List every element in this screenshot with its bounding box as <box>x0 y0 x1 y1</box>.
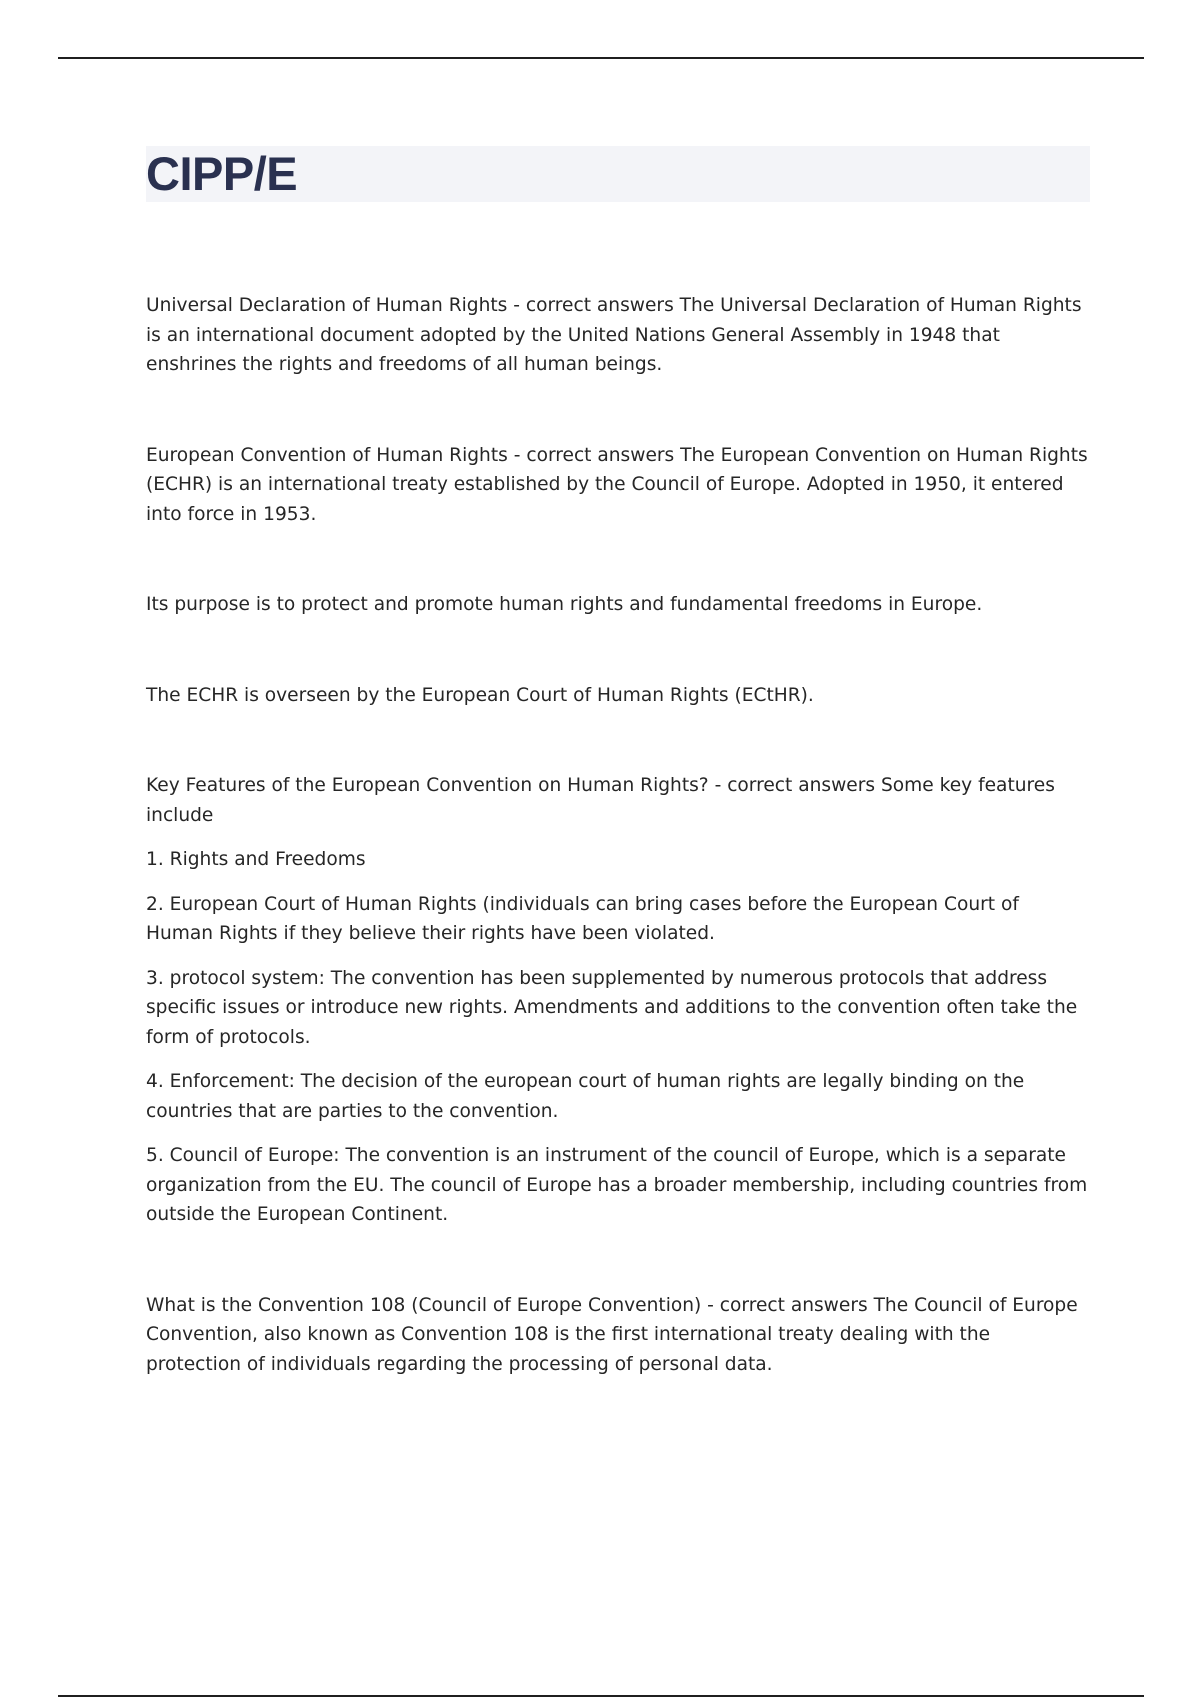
paragraph-udhr: Universal Declaration of Human Rights - correct answers The Universal Declaration of Human Rights is an international document adopted by the United Nations General Assembly in 1948 that enshrines the rights and freedoms of all human beings. <box>146 295 1082 375</box>
list-item-rights-freedoms: 1. Rights and Freedoms <box>146 849 366 870</box>
paragraph-echr: European Convention of Human Rights - correct answers The European Convention on Human Rights (ECHR) is an international treaty established by the Council of Europe. Adopted in 1950, it entered into force in 1953. <box>146 444 1088 525</box>
document-body <box>146 291 1090 1379</box>
document-title: CIPP/E <box>146 147 298 200</box>
paragraph-echr-oversight: The ECHR is overseen by the European Court of Human Rights (ECtHR). <box>146 684 814 706</box>
bottom-rule <box>58 1695 1144 1697</box>
paragraph-convention-108: What is the Convention 108 (Council of Europe Convention) - correct answers The Council of Europe Convention, also known as Convention 108 is the first international treaty dealing with the protection of individuals regarding the processing of personal data. <box>146 1294 1078 1375</box>
list-item-enforcement: 4. Enforcement: The decision of the european court of human rights are legally binding on the countries that are parties to the convention. <box>146 1071 1025 1122</box>
list-item-protocol-system: 3. protocol system: The convention has been supplemented by numerous protocols that address specific issues or introduce new rights. Amendments and additions to the convention often take the form of protocols. <box>146 967 1078 1048</box>
top-rule <box>58 57 1144 59</box>
list-item-council-of-europe: 5. Council of Europe: The convention is an instrument of the council of Europe, which is a separate organization from the EU. The council of Europe has a broader membership, including countries from outside the European Continent. <box>146 1145 1088 1225</box>
paragraph-echr-purpose: Its purpose is to protect and promote human rights and fundamental freedoms in Europe. <box>146 594 983 615</box>
paragraph-key-features: Key Features of the European Convention on Human Rights? - correct answers Some key features include <box>146 775 1055 826</box>
list-item-court: 2. European Court of Human Rights (individuals can bring cases before the European Court of Human Rights if they believe their rights have been violated. <box>146 893 1019 944</box>
